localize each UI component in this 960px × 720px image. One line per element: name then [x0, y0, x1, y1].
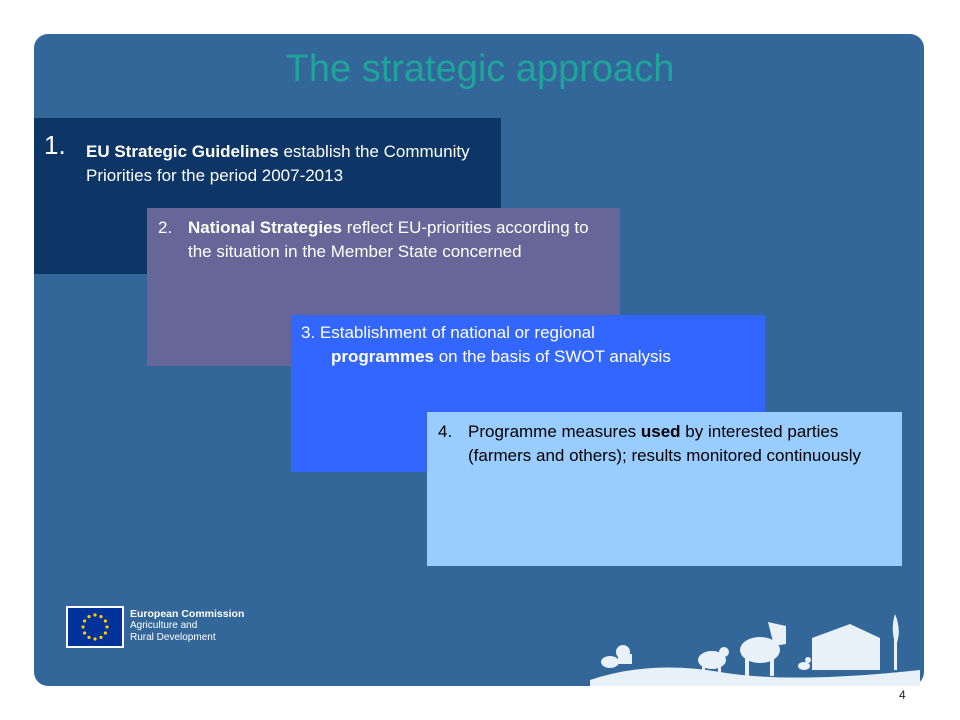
- step-4-lead: Programme measures: [468, 422, 641, 441]
- step-4-rest: by interested parties (farmers and others); results monitored continuously: [468, 422, 862, 465]
- step-3-text: [331, 345, 751, 369]
- logo-dept-line2: Rural Development: [130, 632, 216, 643]
- step-3-first-line: [301, 321, 595, 345]
- step-2-text: [188, 216, 598, 264]
- step-1-bold: EU Strategic Guidelines: [86, 142, 279, 161]
- step-4-bold: used: [640, 422, 681, 441]
- step-3-rest: on the basis of SWOT analysis: [433, 347, 671, 366]
- eu-flag-icon: [66, 606, 124, 648]
- farm-silhouette-icon: [590, 600, 920, 686]
- page-number: 4: [899, 688, 906, 702]
- logo-text: [130, 608, 290, 644]
- step-4-box: [427, 412, 902, 566]
- step-2-rest: reflect EU-priorities according to the situation in the Member State concerned: [188, 218, 589, 261]
- step-2-bold: National Strategies: [188, 218, 342, 237]
- step-1-number: 1.: [44, 130, 66, 160]
- step-3-bold: programmes: [331, 347, 434, 366]
- step-1-text: [86, 140, 491, 188]
- step-4-number: 4.: [438, 422, 453, 441]
- step-1-rest: establish the Community Priorities for the period 2007-2013: [86, 142, 470, 185]
- step-3-lead: Establishment of national or regional: [315, 323, 595, 342]
- step-3-number: 3.: [301, 323, 316, 342]
- step-2-number: 2.: [158, 218, 173, 237]
- slide-title: The strategic approach: [285, 48, 675, 90]
- logo-dept-line1: Agriculture and: [130, 620, 198, 631]
- logo-org: European Commission: [130, 608, 245, 620]
- step-4-text: [468, 420, 888, 468]
